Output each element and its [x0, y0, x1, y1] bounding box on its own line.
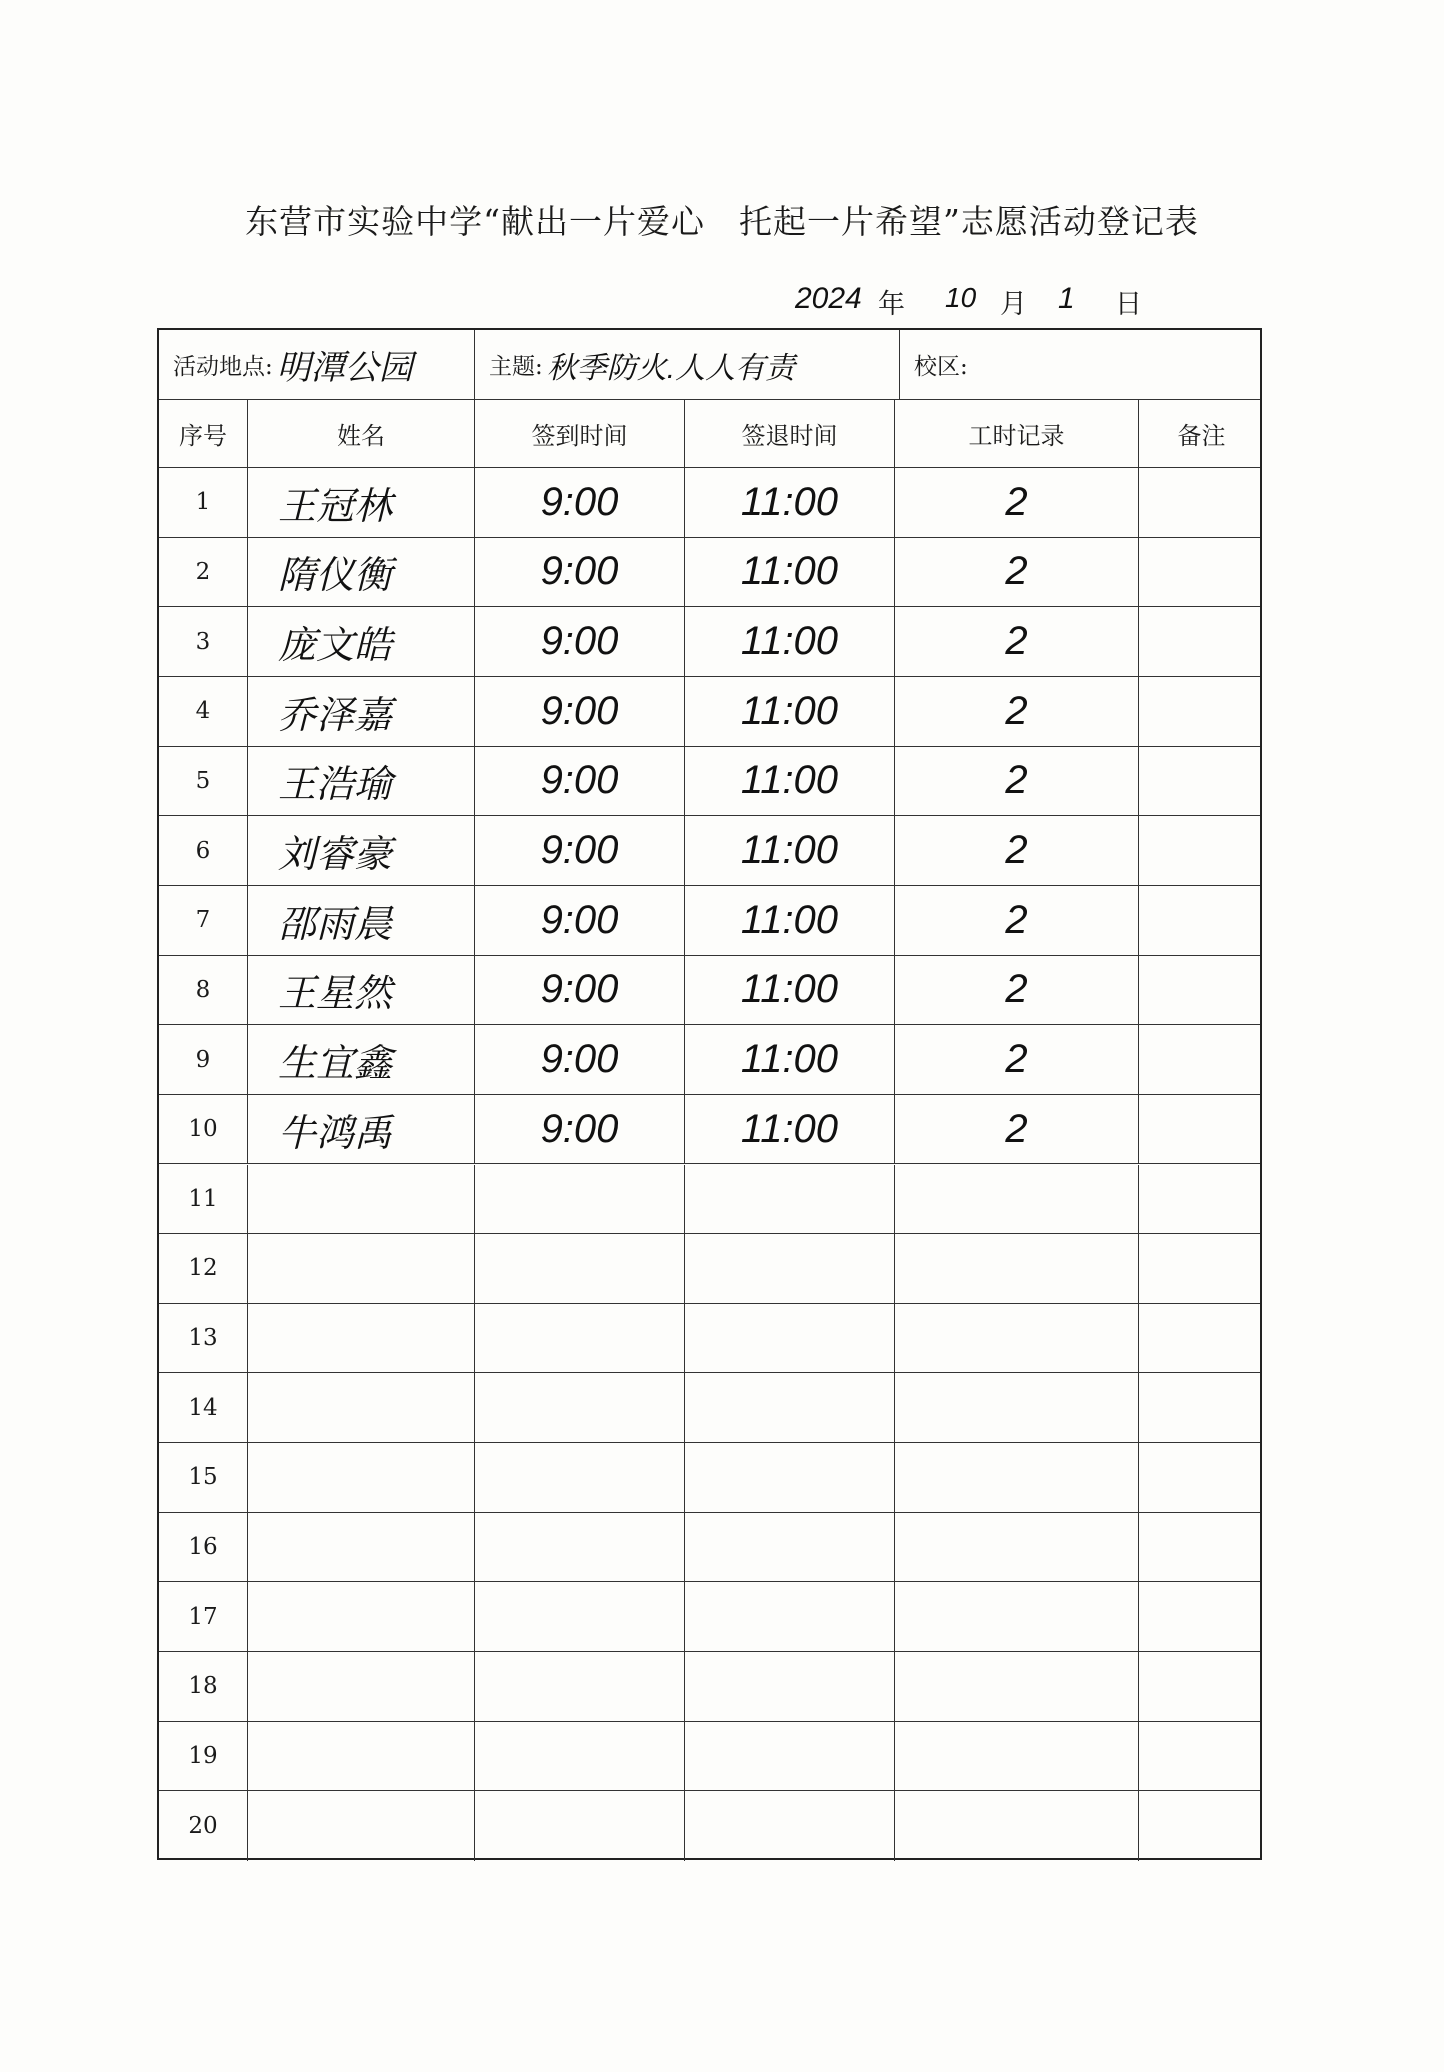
- work-hours-cell: [895, 1234, 1139, 1303]
- col-header-name: 姓名: [248, 400, 475, 467]
- volunteer-name-cell: 刘睿豪: [248, 816, 475, 885]
- row-number-cell: 2: [159, 538, 248, 607]
- volunteer-name-cell: 庞文皓: [248, 607, 475, 676]
- sign-in-time-cell: [475, 1165, 685, 1234]
- campus-label: 校区:: [914, 354, 968, 380]
- note-cell: [1139, 1513, 1264, 1582]
- work-hours-cell: [895, 1513, 1139, 1582]
- sign-out-time-cell: [685, 1165, 895, 1234]
- sign-out-time-cell: [685, 1652, 895, 1721]
- work-hours-cell: 2: [895, 956, 1139, 1025]
- sign-out-time-cell: [685, 1513, 895, 1582]
- work-hours-cell: 2: [895, 677, 1139, 746]
- row-number-cell: 11: [159, 1165, 248, 1234]
- sign-out-time-cell: 11:00: [685, 816, 895, 885]
- row-number-cell: 18: [159, 1652, 248, 1721]
- volunteer-name-cell: [248, 1373, 475, 1442]
- note-cell: [1139, 1722, 1264, 1791]
- sign-out-time-cell: [685, 1234, 895, 1303]
- volunteer-name-cell: 生宜鑫: [248, 1025, 475, 1094]
- volunteer-name-cell: [248, 1304, 475, 1373]
- sign-in-time-cell: [475, 1443, 685, 1512]
- volunteer-name-cell: [248, 1582, 475, 1651]
- col-header-sign-out: 签退时间: [685, 400, 895, 467]
- sign-in-time-cell: [475, 1513, 685, 1582]
- note-cell: [1139, 1791, 1264, 1861]
- note-cell: [1139, 677, 1264, 746]
- row-number-cell: 3: [159, 607, 248, 676]
- table-row: [159, 1234, 1260, 1304]
- volunteer-name-cell: [248, 1652, 475, 1721]
- sign-out-time-cell: 11:00: [685, 1095, 895, 1164]
- work-hours-cell: 2: [895, 468, 1139, 537]
- col-header-note: 备注: [1177, 422, 1226, 450]
- row-number-cell: 5: [159, 747, 248, 816]
- work-hours-cell: [895, 1443, 1139, 1512]
- work-hours-cell: 2: [895, 538, 1139, 607]
- note-cell: [1139, 816, 1264, 885]
- volunteer-name-cell: 牛鸿禹: [248, 1095, 475, 1164]
- row-number-cell: 13: [159, 1304, 248, 1373]
- table-row: [159, 1304, 1260, 1374]
- row-number-cell: 1: [159, 468, 248, 537]
- row-number-cell: 20: [159, 1791, 248, 1861]
- sign-in-time-cell: 9:00: [475, 1025, 685, 1094]
- volunteer-name-cell: [248, 1443, 475, 1512]
- table-row: [159, 1791, 1260, 1861]
- work-hours-cell: 2: [895, 607, 1139, 676]
- volunteer-name-cell: [248, 1234, 475, 1303]
- sign-out-time-cell: [685, 1304, 895, 1373]
- table-row: [159, 1373, 1260, 1443]
- volunteer-name-cell: 王冠林: [248, 468, 475, 537]
- volunteer-name-cell: [248, 1513, 475, 1582]
- sign-in-time-cell: [475, 1304, 685, 1373]
- sign-out-time-cell: 11:00: [685, 1025, 895, 1094]
- sign-out-time-cell: 11:00: [685, 886, 895, 955]
- page-title: 东营市实验中学“献出一片爱心 托起一片希望”志愿活动登记表: [245, 202, 1199, 241]
- info-row: [159, 330, 1260, 400]
- table-row: [159, 886, 1260, 956]
- volunteer-name-cell: 王星然: [248, 956, 475, 1025]
- note-cell: [1139, 886, 1264, 955]
- sign-out-time-cell: 11:00: [685, 956, 895, 1025]
- date-month-label: 月: [1000, 289, 1027, 320]
- row-number-cell: 14: [159, 1373, 248, 1442]
- work-hours-cell: 2: [895, 1025, 1139, 1094]
- row-number-cell: 7: [159, 886, 248, 955]
- table-row: [159, 816, 1260, 886]
- sign-in-time-cell: [475, 1722, 685, 1791]
- work-hours-cell: 2: [895, 1095, 1139, 1164]
- table-row: [159, 956, 1260, 1026]
- sign-out-time-cell: 11:00: [685, 677, 895, 746]
- note-cell: [1139, 1095, 1264, 1164]
- note-cell: [1139, 1025, 1264, 1094]
- col-header-no: 序号: [159, 400, 248, 467]
- work-hours-cell: 2: [895, 816, 1139, 885]
- sign-out-time-cell: [685, 1791, 895, 1861]
- sign-out-time-cell: 11:00: [685, 607, 895, 676]
- note-cell: [1139, 956, 1264, 1025]
- work-hours-cell: 2: [895, 886, 1139, 955]
- note-cell: [1139, 468, 1264, 537]
- note-cell: [1139, 1165, 1264, 1234]
- row-number-cell: 8: [159, 956, 248, 1025]
- sign-in-time-cell: 9:00: [475, 956, 685, 1025]
- sign-in-time-cell: 9:00: [475, 1095, 685, 1164]
- work-hours-cell: [895, 1373, 1139, 1442]
- table-row: [159, 1025, 1260, 1095]
- volunteer-name-cell: 邵雨晨: [248, 886, 475, 955]
- note-cell: [1139, 1652, 1264, 1721]
- row-number-cell: 16: [159, 1513, 248, 1582]
- registration-table: [157, 328, 1262, 1860]
- row-number-cell: 19: [159, 1722, 248, 1791]
- sign-in-time-cell: [475, 1582, 685, 1651]
- theme-value: 秋季防火.人人有责: [546, 351, 796, 385]
- table-row: [159, 538, 1260, 608]
- volunteer-name-cell: 隋仪衡: [248, 538, 475, 607]
- note-cell: [1139, 538, 1264, 607]
- theme-label: 主题:: [489, 354, 543, 380]
- sign-in-time-cell: [475, 1234, 685, 1303]
- volunteer-name-cell: [248, 1165, 475, 1234]
- volunteer-name-cell: [248, 1722, 475, 1791]
- sign-in-time-cell: 9:00: [475, 468, 685, 537]
- sign-out-time-cell: [685, 1722, 895, 1791]
- table-row: [159, 747, 1260, 817]
- sign-in-time-cell: [475, 1791, 685, 1861]
- table-row: [159, 1652, 1260, 1722]
- table-row: [159, 1722, 1260, 1792]
- sign-out-time-cell: [685, 1582, 895, 1651]
- row-number-cell: 6: [159, 816, 248, 885]
- note-cell: [1139, 607, 1264, 676]
- col-header-sign-in: 签到时间: [475, 400, 685, 467]
- row-number-cell: 17: [159, 1582, 248, 1651]
- table-row: [159, 607, 1260, 677]
- sign-in-time-cell: 9:00: [475, 747, 685, 816]
- location-value: 明潭公园: [276, 349, 413, 387]
- date-year-label: 年: [878, 289, 905, 320]
- location-label: 活动地点:: [173, 354, 273, 380]
- sign-out-time-cell: 11:00: [685, 747, 895, 816]
- date-day-value: 1: [1058, 282, 1075, 315]
- sign-out-time-cell: [685, 1443, 895, 1512]
- sign-out-time-cell: 11:00: [685, 468, 895, 537]
- row-number-cell: 15: [159, 1443, 248, 1512]
- work-hours-cell: [895, 1722, 1139, 1791]
- work-hours-cell: [895, 1165, 1139, 1234]
- campus-cell: [900, 330, 1264, 399]
- work-hours-cell: [895, 1304, 1139, 1373]
- header-row: [159, 400, 1260, 468]
- note-cell: [1139, 1443, 1264, 1512]
- date-year-value: 2024: [795, 282, 862, 315]
- table-row: [159, 1582, 1260, 1652]
- table-row: [159, 1165, 1260, 1235]
- note-cell: [1139, 1304, 1264, 1373]
- table-row: [159, 1513, 1260, 1583]
- date-day-label: 日: [1115, 289, 1142, 320]
- table-row: [159, 468, 1260, 538]
- work-hours-cell: [895, 1652, 1139, 1721]
- sign-in-time-cell: 9:00: [475, 607, 685, 676]
- sign-in-time-cell: [475, 1373, 685, 1442]
- note-cell: [1139, 1373, 1264, 1442]
- note-cell: [1139, 1582, 1264, 1651]
- sign-in-time-cell: 9:00: [475, 538, 685, 607]
- table-row: [159, 677, 1260, 747]
- location-cell: [159, 330, 475, 399]
- row-number-cell: 10: [159, 1095, 248, 1164]
- work-hours-cell: 2: [895, 747, 1139, 816]
- theme-cell: [475, 330, 900, 399]
- table-row: [159, 1443, 1260, 1513]
- col-header-hours: 工时记录: [895, 400, 1139, 467]
- sign-in-time-cell: [475, 1652, 685, 1721]
- row-number-cell: 12: [159, 1234, 248, 1303]
- sign-in-time-cell: 9:00: [475, 816, 685, 885]
- work-hours-cell: [895, 1582, 1139, 1651]
- volunteer-name-cell: [248, 1791, 475, 1861]
- table-row: [159, 1095, 1260, 1165]
- note-cell: [1139, 747, 1264, 816]
- volunteer-name-cell: 乔泽嘉: [248, 677, 475, 746]
- date-month-value: 10: [945, 282, 977, 313]
- row-number-cell: 9: [159, 1025, 248, 1094]
- row-number-cell: 4: [159, 677, 248, 746]
- work-hours-cell: [895, 1791, 1139, 1861]
- note-cell: [1139, 1234, 1264, 1303]
- sign-out-time-cell: [685, 1373, 895, 1442]
- sign-in-time-cell: 9:00: [475, 677, 685, 746]
- sign-out-time-cell: 11:00: [685, 538, 895, 607]
- sign-in-time-cell: 9:00: [475, 886, 685, 955]
- volunteer-name-cell: 王浩瑜: [248, 747, 475, 816]
